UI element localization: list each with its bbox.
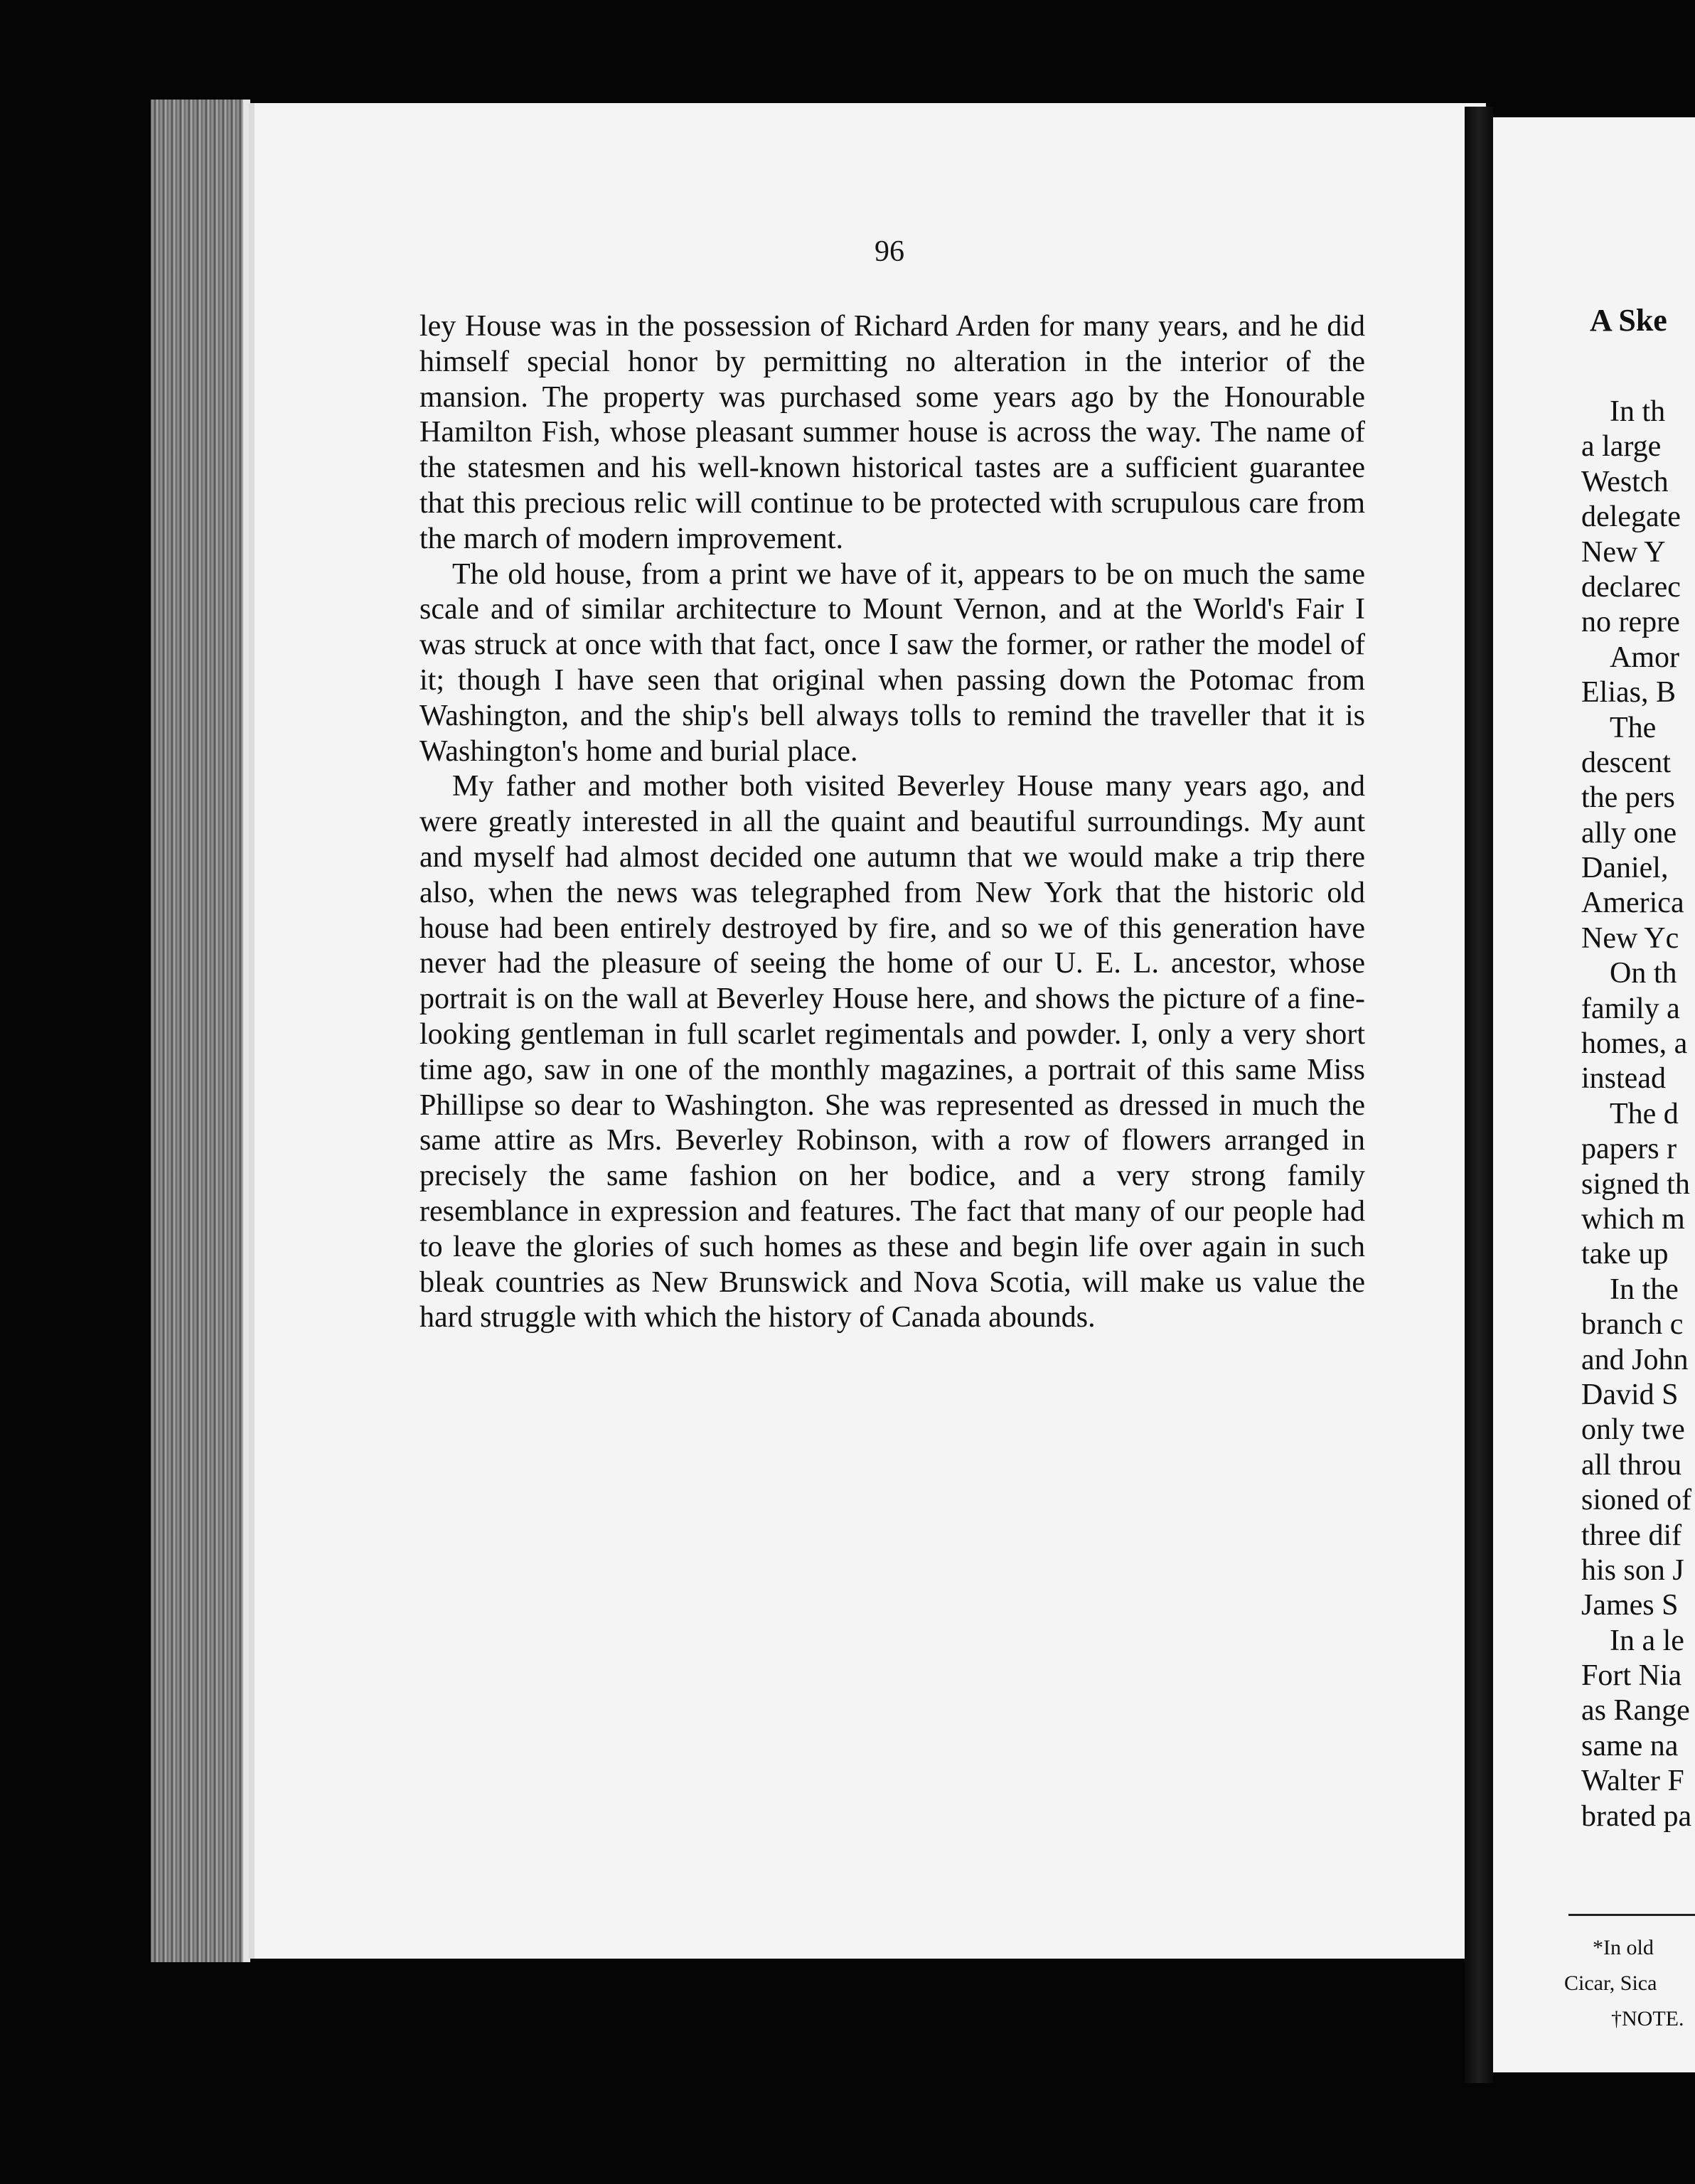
right-page-line: instead (1581, 1062, 1666, 1096)
right-page-line: David S (1581, 1378, 1679, 1411)
footnote-divider (1568, 1914, 1695, 1916)
paragraph-1: ley House was in the possession of Richard Arden for many years, and he did himself special honor by permitting no alteration in the interior of the mansion. The property was purchased some years ago by the Honourable Hamilton Fish, whose pleasant summer house is across the way. The name of the statesmen and his well-known historical tastes are a sufficient guarantee that this precious relic will continue to be protected with scrupulous care from the march of modern improvement. (419, 310, 1365, 555)
right-page-line: America (1581, 887, 1684, 920)
paragraph-2: The old house, from a print we have of it, appears to be on much the same scale and of similar architecture to Mount Vernon, and at the World's Fair I was struck at once with that fact, once I saw the former, or rather the model of it; though I have seen that original when passing down the Potomac from Washington, and the ship's bell always tolls to remind the traveller that it is Washington's home and burial place. (419, 557, 1365, 768)
right-page-line: Westch (1581, 465, 1669, 498)
right-page-line: branch c (1581, 1308, 1684, 1342)
right-page-line: On th (1610, 957, 1677, 990)
right-page-line: papers r (1581, 1133, 1677, 1166)
right-page-line: and John (1581, 1343, 1689, 1376)
page-number: 96 (875, 235, 904, 268)
right-page (1493, 117, 1695, 2072)
page-edges (151, 100, 243, 1962)
right-page-line: only twe (1581, 1413, 1685, 1447)
paragraph-3: My father and mother both visited Beverley House many years ago, and were greatly interested in all the quaint and beautiful surroundings. My aunt and myself had almost decided one autumn that we would make a trip there also, when the news was telegraphed from New York that the historic old house had been entirely destroyed by fire, and so we of this generation have never had the pleasure of seeing the home of our U. E. L. ancestor, whose portrait is on the wall at Beverley House here, and shows the picture of a fine-looking gentleman in full scarlet regimentals and powder. I, only a very short time ago, saw in one of the monthly magazines, a portrait of this same Miss Phillipse so dear to Washington. She was represented as dressed in much the same attire as Mrs. Beverley Robinson, with a row of flowers arranged in precisely the same fashion on her bodice, and a very strong family resemblance in expression and features. The fact that many of our people had to leave the glories of such homes as these and begin life over again in such bleak countries as New Brunswick and Nova Scotia, will make us value the hard struggle with which the history of Canada abounds. (419, 770, 1365, 1334)
book-gutter (1465, 107, 1493, 2083)
footnote-1: *In old (1593, 1936, 1654, 1959)
right-page-line: brated pa (1581, 1799, 1692, 1833)
right-page-line: Amor (1610, 641, 1679, 674)
right-page-line: take up (1581, 1238, 1669, 1271)
right-page-footnotes (1564, 1930, 1684, 2037)
right-page-line: Fort Nia (1581, 1659, 1682, 1693)
left-page-body (419, 309, 1365, 1336)
right-page-line: ally one (1581, 816, 1677, 850)
right-page-line: sioned of (1581, 1484, 1692, 1517)
right-page-line: declarec (1581, 570, 1681, 604)
right-page-line: family a (1581, 992, 1680, 1025)
right-page-line: James S (1581, 1589, 1679, 1622)
right-page-line: a large (1581, 430, 1662, 464)
right-page-line: all throu (1581, 1448, 1682, 1482)
right-page-line: Daniel, (1581, 852, 1669, 885)
right-page-line: his son J (1581, 1553, 1684, 1587)
right-page-heading: A Ske (1590, 303, 1667, 338)
right-page-line: which m (1581, 1202, 1685, 1236)
right-page-line: New Y (1581, 535, 1666, 569)
right-page-line: In a le (1610, 1624, 1684, 1657)
right-page-line: three dif (1581, 1519, 1682, 1552)
right-page-line: The d (1610, 1097, 1679, 1130)
right-page-line: Walter F (1581, 1765, 1684, 1798)
right-page-line: descent (1581, 746, 1671, 779)
footnote-2: Cicar, Sica (1564, 1971, 1657, 1995)
right-page-line: The (1610, 711, 1657, 744)
right-page-line: no repre (1581, 606, 1680, 639)
right-page-line: signed th (1581, 1167, 1690, 1201)
right-page-line: same na (1581, 1729, 1679, 1762)
right-page-line: New Yc (1581, 921, 1679, 955)
right-page-line: In the (1610, 1273, 1679, 1306)
footnote-3: †NOTE. (1611, 2007, 1684, 2030)
right-page-line: Elias, B (1581, 676, 1676, 710)
right-page-line: delegate (1581, 500, 1681, 534)
right-page-line: as Range (1581, 1694, 1690, 1728)
right-page-line: homes, a (1581, 1027, 1688, 1061)
right-page-line: the pers (1581, 781, 1675, 815)
right-page-body (1581, 395, 1691, 1834)
right-page-line: In th (1610, 395, 1666, 428)
